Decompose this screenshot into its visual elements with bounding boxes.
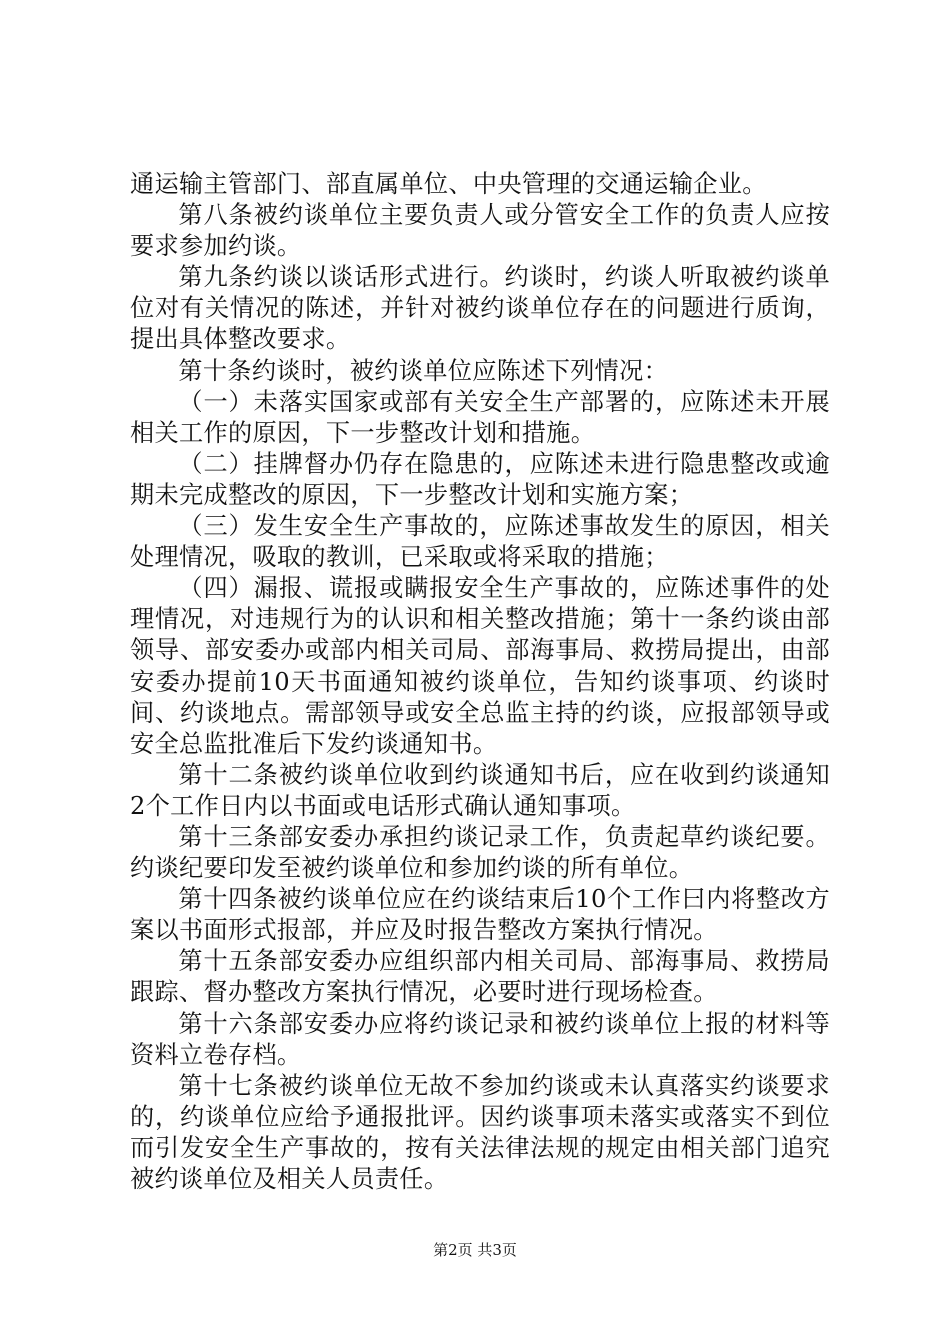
paragraph-article-8: 第八条被约谈单位主要负责人或分管安全工作的负责人应按要求参加约谈。 xyxy=(130,201,830,261)
paragraph-article-15: 第十五条部安委办应组织部内相关司局、部海事局、救捞局跟踪、督办整改方案执行情况，必要时进行现场检查。 xyxy=(130,947,830,1007)
paragraph-item-3: （三）发生安全生产事故的，应陈述事故发生的原因，相关处理情况，吸取的教训，已采取或将采取的措施； xyxy=(130,512,830,572)
paragraph-continuation: 通运输主管部门、部直属单位、中央管理的交通运输企业。 xyxy=(130,170,767,198)
paragraph-article-16: 第十六条部安委办应将约谈记录和被约谈单位上报的材料等资料立卷存档。 xyxy=(130,1009,830,1069)
document-body xyxy=(130,169,830,1195)
paragraph-item-1: （一）未落实国家或部有关安全生产部署的，应陈述未开展相关工作的原因，下一步整改计划和措施。 xyxy=(130,387,830,447)
paragraph-article-17: 第十七条被约谈单位无故不参加约谈或未认真落实约谈要求的，约谈单位应给予通报批评。因约谈事项未落实或落实不到位而引发安全生产事故的，按有关法律法规的规定由相关部门追究被约谈单位及相关人员责任。 xyxy=(130,1071,830,1193)
paragraph-article-10: 第十条约谈时，被约谈单位应陈述下列情况： xyxy=(178,356,669,385)
paragraph-item-4-article-11: （四）漏报、谎报或瞒报安全生产事故的，应陈述事件的处理情况，对违规行为的认识和相关整改措施；第十一条约谈由部领导、部安委办或部内相关司局、部海事局、救捞局提出，由部安委办提前10天书面通知被约谈单位，告知约谈事项、约谈时间、约谈地点。需部领导或安全总监主持的约谈，应报部领导或安全总监批准后下发约谈通知书。 xyxy=(130,574,830,758)
paragraph-article-13: 第十三条部安委办承担约谈记录工作，负责起草约谈纪要。约谈纪要印发至被约谈单位和参加约谈的所有单位。 xyxy=(130,822,830,883)
paragraph-article-12: 第十二条被约谈单位收到约谈通知书后，应在收到约谈通知2个工作日内以书面或电话形式确认通知事项。 xyxy=(130,760,830,820)
paragraph-article-9: 第九条约谈以谈话形式进行。约谈时，约谈人听取被约谈单位对有关情况的陈述，并针对被约谈单位存在的问题进行质询，提出具体整改要求。 xyxy=(130,263,830,354)
page-number-footer: 第2页 共3页 xyxy=(433,1241,517,1259)
paragraph-article-14: 第十四条被约谈单位应在约谈结束后10个工作曰内将整改方案以书面形式报部，并应及时报告整改方案执行情况。 xyxy=(130,885,830,945)
paragraph-item-2: （二）挂牌督办仍存在隐患的，应陈述未进行隐患整改或逾期未完成整改的原因，下一步整改计划和实施方案； xyxy=(130,449,830,509)
